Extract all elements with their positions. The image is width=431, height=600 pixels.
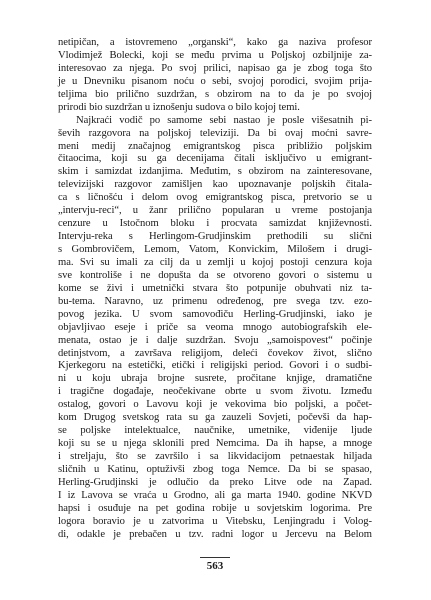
text-line: se poljske intelektualce, naučnike, umetnike, viđenije ljude [58,425,372,437]
text-line: televizijski razgovor zamišljen kao upoznavanje poljskih čitala- [58,179,372,191]
text-line: menata, ostao je i dalje suzdržan. Svoju „samoispovest“ počinje [58,334,372,346]
text-line: teljima bio prilično suzdržan, s obzirom na to da je po svojoj [58,88,372,100]
text-line: logora boravio je u zatvorima u Vitebsku, Lenjingradu i Volog- [58,515,372,527]
text-line: Herling-Grudjinski je odlučio da preko Litve ode na Zapad. [58,476,372,488]
text-line: interesovao za njega. Po svoj prilici, napisao ga je zbog toga što [58,62,372,74]
text-line: koji su se u njega sklonili pred Nemcima. Da ih hapse, a mnoge [58,438,372,450]
text-line: sličnih u Katinu, optuživši zbog toga Nemce. Da bi se spasao, [58,463,372,475]
text-line: ni u koju ubraja brojne susrete, pročitane knjige, dramatične [58,373,372,385]
text-line: meni medij značajnog emigrantskog pisca približio poljskim [58,140,372,152]
text-line: ca s ličnošću i delom ovog emigrantskog pisca, pretvorio se u [58,192,372,204]
text-line: skim i samizdat izdanjima. Međutim, s obzirom na zainteresovane, [58,166,372,178]
text-line: bu-tema. Naravno, uz primenu određenog, pre svega tzv. ezo- [58,295,372,307]
text-line: Najkraći vodič po samome sebi nastao je posle višesatnih pi- [76,114,372,126]
text-line: i streljaju, što se završilo i sa likvidacijom petnaestak hiljada [58,451,372,462]
text-line: prirodi bio suzdržan u iznošenju sudova o bilo kojoj temi. [58,101,300,113]
text-line: je u Dnevniku pisanom noću o sebi, svojoj porodici, svojim prija- [58,75,372,87]
text-line: Intervju-reka s Herlingom-Grudjinskim prethodili su slični [58,231,372,243]
text-line: hapsi i osuđuje na pet godina robije u sovjetskim logorima. Pre [58,502,372,514]
text-line: kom Drugog svetskog rata su ga zauzeli Sovjeti, počevši da hap- [58,412,372,424]
text-line: sve kontroliše i ne dopušta da se otvoreno govori o sistemu u [58,269,372,281]
text-line: Vlodimjež Bolecki, koji se među prvima u Poljskoj ozbiljnije za- [58,49,372,61]
text-line: cenzure u Istočnom bloku i procvata samizdat književnosti. [58,218,372,230]
text-line: I iz Lavova se vraća u Grodno, ali ga marta 1940. godine NKVD [58,489,372,501]
text-line: čitaocima, koji su ga decenijama čitali isključivo u emigrant- [58,153,372,165]
text-line: objavljivao eseje i priče sa veoma mnogo autobiografskih ele- [58,321,372,333]
text-line: netipičan, a istovremeno „organski“, kako ga naziva profesor [58,37,372,48]
text-line: s Gombrovičem, Lemom, Vatom, Konvickim, Milošem i drugi- [58,244,372,255]
body-text [58,37,372,542]
page-number: 563 [200,557,230,572]
text-line: ma. Svi su imali za cilj da u zemlji u kojoj postoji cenzura koja [58,256,372,268]
text-line: Kjerkegoru na estetički, etički i religijski period. Govori i o sudbi- [58,360,372,372]
text-line: detinjstvom, a završava religijom, deleći čovekov život, slično [58,347,372,359]
text-line: kome se živi i umetnički stvara što potpunije obuhvati niz ta- [58,282,372,294]
text-line: povog jezika. U svom samovođiču Herling-Grudjinski, iako je [58,308,372,320]
text-line: ševih razgovora na poljskoj televiziji. Da bi ovaj moćni savre- [58,127,372,139]
text-line: i tragične događaje, neočekivane obrte u svom životu. Između [58,386,372,398]
text-line: ostalog, govori o Lavovu koji je vekovima bio poljski, a počet- [58,399,372,411]
text-line: di, odakle je prebačen u tzv. radni logor u Jercevu na Belom [58,528,372,540]
text-line: „intervju-reci“, u žanr prilično popularan u vreme postojanja [58,205,372,217]
